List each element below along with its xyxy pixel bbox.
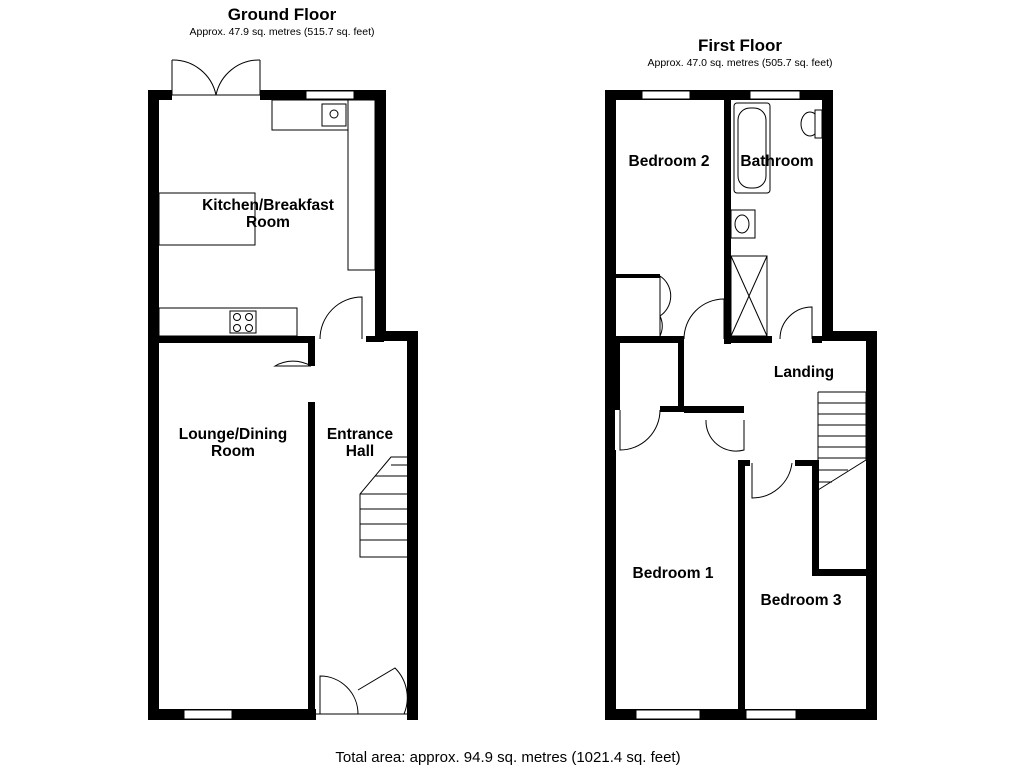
kitchen-label-line2: Room [246, 214, 290, 231]
ground-floor-title: Ground Floor [227, 5, 337, 24]
hall-label: Entrance [326, 426, 394, 443]
bathroom-label: Bathroom [740, 153, 814, 170]
bathroom-window [750, 91, 800, 99]
kitchen-window [306, 91, 354, 99]
first-floor-area: Approx. 47.0 sq. metres (505.7 sq. feet) [647, 57, 833, 69]
ground-floor [148, 5, 418, 721]
bedroom3-label: Bedroom 3 [760, 592, 842, 609]
hall-label-line2: Hall [345, 443, 375, 460]
first-floor-title: First Floor [697, 36, 783, 55]
kitchen-label: Kitchen/Breakfast [202, 197, 334, 214]
bath-icon [734, 103, 770, 193]
lounge-label: Lounge/Dining [178, 426, 288, 443]
ground-floor-stairs [360, 457, 407, 557]
bedroom1-window [636, 710, 700, 719]
hob-worktop [159, 308, 297, 336]
sink-icon [322, 104, 346, 126]
french-doors-icon [172, 60, 260, 101]
first-floor-stairs [818, 392, 866, 490]
lounge-window [184, 710, 232, 719]
bathroom-fittings [731, 103, 822, 336]
first-floor [605, 36, 877, 720]
lounge-label-line2: Room [211, 443, 255, 460]
first-floor-doors [615, 276, 812, 498]
total-area: Total area: approx. 94.9 sq. metres (1021.4 sq. feet) [335, 749, 681, 766]
bedroom2-window [642, 91, 690, 99]
bedroom2-label: Bedroom 2 [628, 153, 710, 170]
side-worktop [348, 100, 375, 270]
ground-floor-area: Approx. 47.9 sq. metres (515.7 sq. feet) [189, 26, 375, 38]
bedroom1-label: Bedroom 1 [632, 565, 714, 582]
bedroom3-window [746, 710, 796, 719]
ground-floor-walls [148, 90, 418, 720]
landing-label: Landing [773, 364, 835, 381]
